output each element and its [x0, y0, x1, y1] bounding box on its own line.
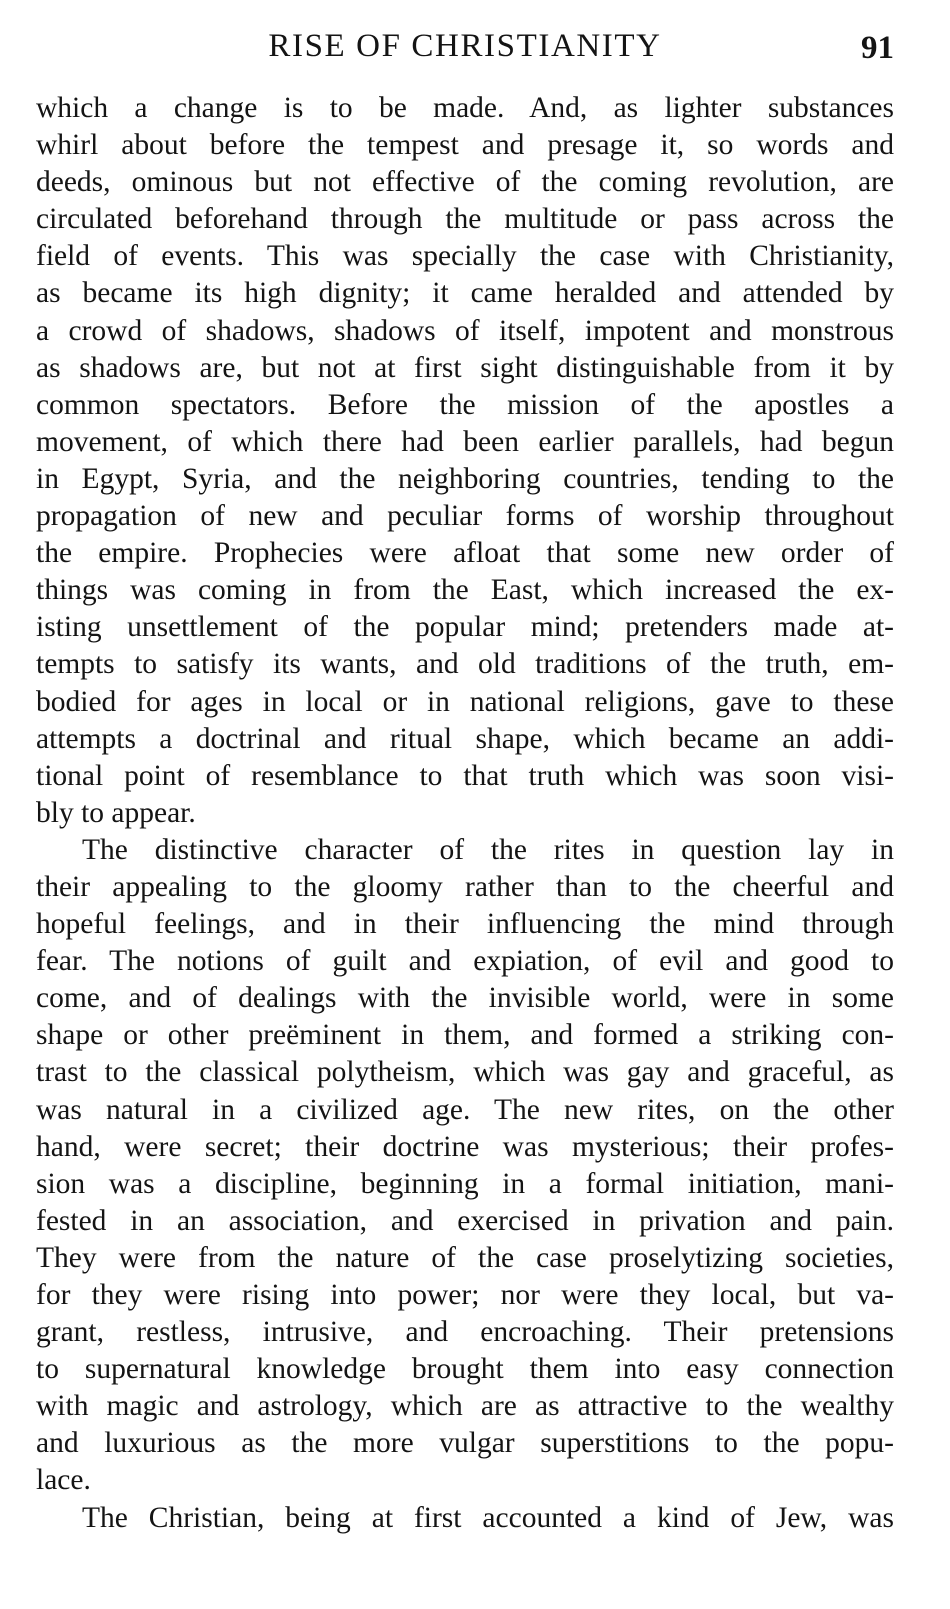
paragraph	[36, 1500, 894, 1537]
text-line: things was coming in from the East, which increased the ex-	[36, 574, 894, 607]
text-line: with magic and astrology, which are as attractive to the wealthy	[36, 1390, 894, 1423]
text-line: and luxurious as the more vulgar superstitions to the popu-	[36, 1427, 894, 1460]
text-line: The distinctive character of the rites in question lay in	[82, 833, 894, 866]
text-line: as shadows are, but not at first sight distinguishable from it by	[36, 351, 894, 384]
paragraph	[36, 90, 894, 832]
text-line: bodied for ages in local or in national religions, gave to these	[36, 685, 894, 718]
text-line: deeds, ominous but not effective of the coming revolution, are	[36, 166, 894, 199]
text-line: bly to appear.	[36, 796, 196, 829]
text-line: a crowd of shadows, shadows of itself, impotent and monstrous	[36, 314, 894, 347]
text-line: for they were rising into power; nor were they local, but va-	[36, 1279, 894, 1311]
text-line: attempts a doctrinal and ritual shape, which became an addi-	[36, 722, 894, 755]
text-line: hopeful feelings, and in their influencing the mind through	[36, 908, 894, 941]
text-line: their appealing to the gloomy rather than to the cheerful and	[36, 870, 894, 903]
text-line: to supernatural knowledge brought them into easy connection	[36, 1353, 894, 1386]
text-line: the empire. Prophecies were afloat that some new order of	[36, 537, 894, 570]
page-number: 91	[861, 30, 894, 66]
text-line: in Egypt, Syria, and the neighboring countries, tending to the	[36, 462, 894, 495]
text-line: movement, of which there had been earlier parallels, had begun	[36, 425, 894, 458]
text-line: tempts to satisfy its wants, and old traditions of the truth, em-	[36, 648, 894, 681]
text-line: was natural in a civilized age. The new rites, on the other	[36, 1093, 894, 1126]
text-line: fested in an association, and exercised in privation and pain.	[36, 1204, 894, 1237]
text-line: whirl about before the tempest and presage it, so words and	[36, 129, 894, 162]
text-line: come, and of dealings with the invisible world, were in some	[36, 982, 894, 1015]
text-line: circulated beforehand through the multitude or pass across the	[36, 203, 894, 236]
text-line: propagation of new and peculiar forms of worship throughout	[36, 500, 894, 533]
text-line: lace.	[36, 1464, 91, 1497]
text-line: They were from the nature of the case proselytizing societies,	[36, 1241, 894, 1274]
text-line: isting unsettlement of the popular mind; pretenders made at-	[36, 611, 894, 644]
running-head	[36, 26, 894, 70]
text-line: grant, restless, intrusive, and encroaching. Their pretensions	[36, 1316, 894, 1349]
text-line: The Christian, being at first accounted a kind of Jew, was	[82, 1501, 894, 1534]
text-line: trast to the classical polytheism, which was gay and graceful, as	[36, 1056, 894, 1089]
paragraph	[36, 832, 894, 1500]
text-line: which a change is to be made. And, as lighter substances	[36, 92, 894, 124]
text-line: as became its high dignity; it came heralded and attended by	[36, 277, 894, 310]
running-title: RISE OF CHRISTIANITY	[268, 28, 662, 64]
text-line: fear. The notions of guilt and expiation, of evil and good to	[36, 945, 894, 978]
body-text	[36, 90, 894, 1537]
text-line: field of events. This was specially the case with Christianity,	[36, 240, 894, 273]
text-line: shape or other preëminent in them, and formed a striking con-	[36, 1019, 894, 1052]
text-line: tional point of resemblance to that truth which was soon visi-	[36, 759, 894, 792]
text-line: hand, were secret; their doctrine was mysterious; their profes-	[36, 1130, 894, 1163]
text-line: common spectators. Before the mission of the apostles a	[36, 388, 894, 421]
text-line: sion was a discipline, beginning in a formal initiation, mani-	[36, 1167, 894, 1200]
